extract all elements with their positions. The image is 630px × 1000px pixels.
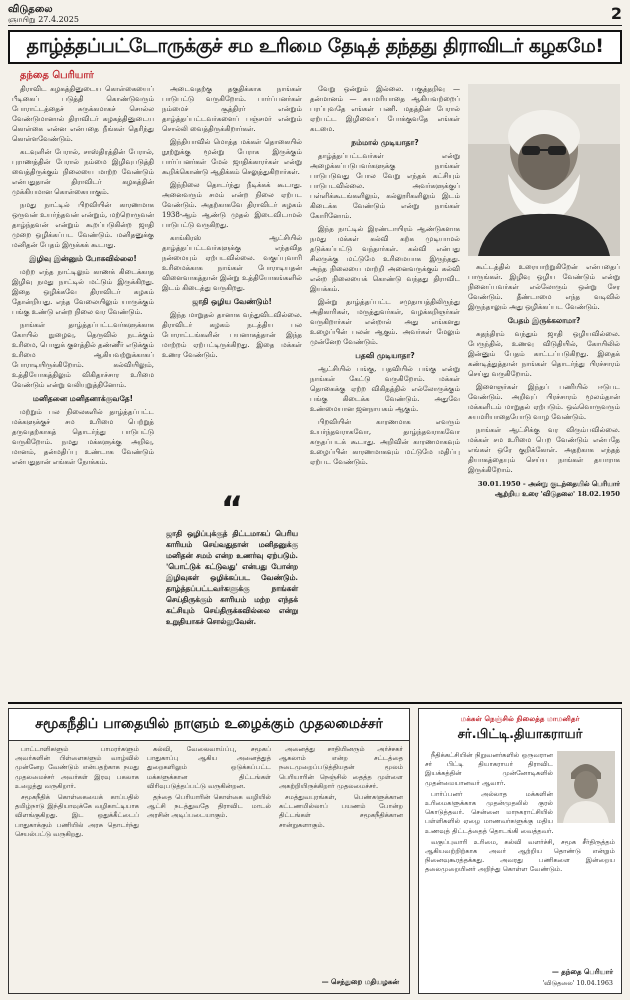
paragraph: இந்த நாட்டில் இரண்டாயிரம் ஆண்டுகளாக நமது மக்கள் கல்வி கற்க முடியாமல் தடுக்கப்பட்டு வந்தார்கள். கல்வி என்பது சிலருக்கு மட்டுமே உரிமையாக இருந்தது. அந்த நிலையை மாற்றி அனைவருக்கும் கல்வி என்ற நிலையைக் கொண்டு வந்தது திராவிட இயக்கம். [310,225,460,293]
paragraph: நமது நாட்டில் பிறவியின் காரணமாக ஒருவன் உயர்ந்தவன் என்றும், மற்றொருவன் தாழ்ந்தவன் என்றும் கூறப்படுகின்ற ஜாதி முறை ஒழிக்கப்பட வேண்டும். மனிதனுக்கு மனிதன் பேதம் இருக்கக் கூடாது. [12,201,154,249]
feature-box-thyagaraya [418,708,622,994]
feature-column [279,745,403,989]
feature-columns [15,745,403,989]
paragraph: திராவிட கழகத்தினுடைய கொள்கையைப் பீடிகைப் படுத்தி கொண்டுவரும் போராட்டத்தைச் சுருக்கமாகச் சொல்ல வேண்டுமானால் திராவிடர் கழகத்தினுடைய கொள்கை என்ன என்பதை நீங்கள் தெரிந்து கொள்ளவேண்டும். [12,85,154,143]
paragraph: இந்தியாவில் மொத்த மக்கள் தொகையில் நூற்றுக்கு மூன்று பேராக இருக்கும் பார்ப்பனர்கள் மேல் ஜாதிக்காரர்கள் என்று கூறிக்கொண்டு ஆதிக்கம் செலுத்துகிறார்கள். [162,138,302,176]
paragraph: பிறவியின் காரணமாக எவரும் உயர்ந்தவராகவோ, தாழ்ந்தவராகவோ கருதப்படக் கூடாது. அறிவின் காரணமாகவும் உழைப்பின் காரணமாகவும் மட்டுமே மதிப்பு ஏற்பட வேண்டும். [310,418,460,466]
feature-signature: — செந்துறை மதியழகன் [321,977,399,986]
thyagaraya-illustration [557,751,615,823]
paragraph: இளைஞர்கள் இந்தப் பணியில் ஈடுபட வேண்டும். அறிவுப் பிரச்சாரம் மூலம்தான் மக்களிடம் மாறுதல் ஏற்படும். ஒவ்வொருவரும் சுயமரியாதையோடு வாழ வேண்டும். [468,383,620,421]
paragraph: மற்ற எந்த நாட்டிலும் காணக் கிடைக்காத இழிவு நமது நாட்டில் மட்டும் இருக்கிறது. இதை ஒழிக்கவே திராவிடர் கழகம் தோன்றியது. எந்த வேலையிலும் யாருக்கும் பங்கு உண்டு என்ற நிலை வர வேண்டும். [12,268,154,316]
paragraph: கடவுளின் பேரால், சாஸ்திரத்தின் பேரால், புராணத்தின் பேரால் நம்மை இழிவுபடுத்தி வைத்திருக்கும் நிலையை மாற்ற வேண்டும் என்பதுதான் திராவிடர் கழகத்தின் முக்கியமான கொள்கையாகும். [12,148,154,196]
feature-column [147,745,271,989]
speech-source-signature: 30.01.1950 - அன்று குடந்தையில் பெரியார் ஆற்றிய உரை 'விடுதலை' 18.02.1950 [477,480,620,498]
section-divider [8,702,622,704]
paragraph: சமத்துவபுரங்கள், பெண்களுக்கான கட்டணமில்லாப் பயணம் போன்ற திட்டங்கள் சமூகநீதிக்கான சான்றுகளாகும். [279,793,403,829]
pull-quote [162,489,302,696]
paragraph: இந்த மாறுதல் தானாக வந்துவிடவில்லை. திராவிடர் கழகம் நடத்திய பல போராட்டங்களின் பயனாகத்தான் இந்த மாற்றம் ஏற்பட்டிருக்கிறது. இதை மக்கள் உணர வேண்டும். [162,311,302,359]
paragraph: பாட்டாளிகளும் பாமரர்களும் அவர்களின் பிள்ளைகளும் வாழ்வில் முன்னேற வேண்டும் என்பதற்காக நமது முதலமைச்சர் அவர்கள் இரவு பகலாக உழைத்து வருகிறார். [15,745,139,790]
quote-mark: “ [220,489,244,529]
pull-quote-text: ஜாதி ஒழிப்புக்குத் திட்டமாகப் பெரிய காரியம் செய்வதுதான் மனிதனுக்கு மனிதன் சமம் என்ற உணர்வு ஏற்படும். 'பொட்டுக் கட்டுவது' என்பது போன்ற இழிவுகள் ஒழிக்கப்பட வேண்டும். தாழ்த்தப்பட்டவர்களுக்கு நாங்கள் செய்திருக்கும் காரியம் மற்ற எந்தக் கட்சியும் செய்திருக்கவில்லை என்று உறுதியாகச் சொல்லுவேன். [166,529,298,626]
paragraph: நீதிக்கட்சியின் நிறுவனர்களில் ஒருவரான சர் பிட்டி தியாகராயர் திராவிட இயக்கத்தின் முன்னோடிகளில் முதன்மையானவர் ஆவார். [425,751,553,787]
paragraph: காங்கிரஸ் ஆட்சியில் தாழ்த்தப்பட்டவர்களுக்கு எந்தவித நன்மையும் ஏற்படவில்லை. வகுப்புவாரி உரிமைக்காக நாங்கள் போராடியதன் விளைவாகத்தான் இன்று உத்தியோகங்களில் இடம் கிடைத்து வருகிறது. [162,234,302,292]
masthead [8,4,622,26]
article-column-2 [162,84,302,489]
paragraph: வகுப்புவாரி உரிமை, கல்வி வளர்ச்சி, சமூக சீர்திருத்தம் ஆகியவற்றிற்காக அவர் ஆற்றிய தொண்டு என்றும் நினைவுகூரத்தக்கது. அவரது பணிகளை இன்றைய தலைமுறையினர் அறிந்து கொள்ள வேண்டும். [425,837,615,874]
feature-column [15,745,139,989]
subheading: மனிதனை மனிதனாக்குவதே! [32,394,134,403]
subheading: இழிவு இன்னும் போகவில்லை! [29,254,137,263]
article-column-1 [12,84,154,696]
issue-date: ஞாயிறு 27.4.2025 [8,15,79,24]
paragraph: மற்றும் பல நிலைகளில் தாழ்த்தப்பட்ட மக்களுக்குச் சம உரிமை பெற்றுத் தருவதற்காகத் தொடர்ந்து பாடுபட்டு வருகிறோம். நமது மக்களுக்கு அறிவு, மானம், தன்மதிப்பு உண்டாக வேண்டும் என்பதுதான் எங்கள் நோக்கம். [12,408,154,466]
paragraph: இன்று தாழ்த்தப்பட்ட சமுதாயத்திலிருந்து அதிகாரிகள், மருத்துவர்கள், வழக்கறிஞர்கள் வருகிறார்கள் என்றால் அது எங்களது உழைப்பின் பலன் ஆகும். அவர்கள் மேலும் முன்னேற வேண்டும். [310,298,460,346]
feature-title-thyagaraya: சர்.பிட்டி.தியாகராயர் [457,727,583,742]
subheading: பேதம் இருக்கலாமா? [507,316,581,325]
subheading: பதவி முடியாதா? [355,351,415,360]
column-4-body [468,262,620,475]
article-byline: தந்தை பெரியார் [20,70,94,81]
paragraph: கூட்டத்தில் உரையாற்றுகிறேன் என்பதைப் பாருங்கள். இழிவு ஒழிய வேண்டும் என்று நினைப்பவர்கள் எல்லோரும் ஒன்று சேர வேண்டும். தீண்டாமை எந்த வடிவில் இருந்தாலும் அது ஒழிக்கப்பட வேண்டும். [468,263,620,311]
main-headline: தாழ்த்தப்பட்டோருக்குச் சம உரிமை தேடித் தந்தது திராவிடர் கழகமே! [8,30,622,64]
thyagaraya-portrait-photo [557,751,615,823]
portrait-illustration [468,84,620,256]
paragraph: நாங்கள் ஆட்சிக்கு வர விரும்பவில்லை. மக்கள் சம உரிமை பெற வேண்டும் என்பதே எங்கள் ஒரே குறிக்கோள். அதற்காக எந்தத் தியாகத்தையும் செய்ய நாங்கள் தயாராக இருக்கிறோம். [468,426,620,474]
paragraph: தாழ்த்தப்பட்டவர்கள் என்று அழைக்கப்படுபவர்களுக்கு நாங்கள் பாடுபடுவது போல வேறு எந்தக் கட்சியும் பாடுபடவில்லை. அவர்களுக்குப் பள்ளிக்கூடங்களிலும், கல்லூரிகளிலும் இடம் கிடைக்க வேண்டும் என்று நாங்கள் கோரினோம். [310,152,460,220]
feature-kicker: மக்கள் நெஞ்சில் நிலைத்த மாமனிதர் [460,714,580,723]
feature-signature-thyagaraya: — தந்தை பெரியார் [551,967,613,976]
periyar-portrait-photo [468,84,620,256]
paragraph: ஆட்சியில் பங்கு, பதவியில் பங்கு என்று நாங்கள் கேட்டு வருகிறோம். மக்கள் தொகைக்கு ஏற்ற விகிதத்தில் எல்லோருக்கும் பங்கு கிடைக்க வேண்டும். அதுவே உண்மையான ஜனநாயகம் ஆகும். [310,365,460,413]
paragraph: அடைவதற்கு தகுதிக்காக நாங்கள் பாடுபட்டு வருகிறோம். பார்ப்பனர்கள் நம்மைச் சூத்திரர் என்றும் தாழ்த்தப்பட்டவர்களைப் பஞ்சமர் என்றும் சொல்லி வைத்திருக்கிறார்கள். [162,85,302,133]
paragraph: சமூகநீதிக் கொள்கையைக் காப்பதில் தமிழ்நாடு இந்தியாவுக்கே வழிகாட்டியாக விளங்குகிறது. இட ஒதுக்கீட்டைப் பாதுகாக்கும் பணியில் அரசு தொடர்ந்து செயல்பட்டு வருகிறது. [15,793,139,838]
paragraph: பார்ப்பனர் அல்லாத மக்களின் உரிமைகளுக்காக முதன்முதலில் குரல் கொடுத்தவர். சென்னை மாநகராட்சியில் பள்ளிகளில் ஏழை மாணவர்களுக்கு மதிய உணவுத் திட்டத்தைத் தொடங்கி வைத்தவர். [425,789,554,835]
subheading: நம்மால் முடியாதா? [351,138,419,147]
paragraph: சுதந்திரம் வந்தும் ஜாதி ஒழியவில்லை. பேருந்தில், உணவு விடுதியில், கோயிலில் இன்னும் பேதம் காட்டப்படுகிறது. இதைக் கண்டித்துத்தான் நாங்கள் தொடர்ந்து பிரச்சாரம் செய்து வருகிறோம். [468,330,620,378]
feature-box-cm [8,708,410,994]
article-column-3 [310,84,460,696]
page-number: 2 [610,4,622,23]
article-column-4 [468,262,620,696]
newspaper-name: விடுதலை [8,4,53,15]
paragraph: நாங்கள் தாழ்த்தப்பட்டவர்களுக்காக கோயில் நுழைவு, தெருவில் நடக்கும் உரிமை, பொதுக் குளத்தில் தண்ணீர் எடுக்கும் உரிமை ஆகியவற்றுக்காகப் போராடியிருக்கிறோம். கல்வியிலும், உத்தியோகத்திலும் விகிதாச்சார உரிமை வேண்டும் என்று வலியுறுத்தினோம். [12,321,154,389]
paragraph: வேறு ஒன்றும் இல்லை. பகுத்தறிவு — தன்மானம் — சுயமரியாதை ஆகியவற்றைப் பரப்புவதே எங்கள் பணி. மதத்தின் பேரால் ஏற்பட்ட இழிவைப் போக்குவதே எங்கள் கடமை. [310,85,460,133]
paragraph: கல்வி, வேலைவாய்ப்பு, சமூகப் பாதுகாப்பு ஆகிய அனைத்துத் துறைகளிலும் ஒடுக்கப்பட்ட மக்களுக்கான திட்டங்கள் விரிவுபடுத்தப்பட்டு வருகின்றன. [147,745,271,790]
feature-title: சமூகநீதிப் பாதையில் நாளும் உழைக்கும் முதலமைச்சர் [9,709,409,741]
subheading: ஜாதி ஒழிய வேண்டும்! [192,297,272,306]
feature-source: 'விடுதலை' 10.04.1963 [542,979,613,987]
paragraph: தந்தை பெரியாரின் கொள்கை வழியில் ஆட்சி நடத்துவதே திராவிட மாடல் அரசின் அடிப்படையாகும். [147,793,271,820]
paragraph: அனைத்து சாதியினரும் அர்ச்சகர் ஆகலாம் என்ற சட்டத்தை நடைமுறைப்படுத்தியதன் மூலம் பெரியாரின் நெஞ்சில் தைத்த முள்ளை அகற்றியிருக்கிறார் முதலமைச்சர். [279,745,403,790]
paragraph: இந்நிலை தொடர்ந்து நீடிக்கக் கூடாது. அனைவரும் சமம் என்ற நிலை ஏற்பட வேண்டும். அதற்காகவே திராவிடர் கழகம் 1938-ஆம் ஆண்டு முதல் இடைவிடாமல் பாடுபட்டு வருகிறது. [162,181,302,229]
